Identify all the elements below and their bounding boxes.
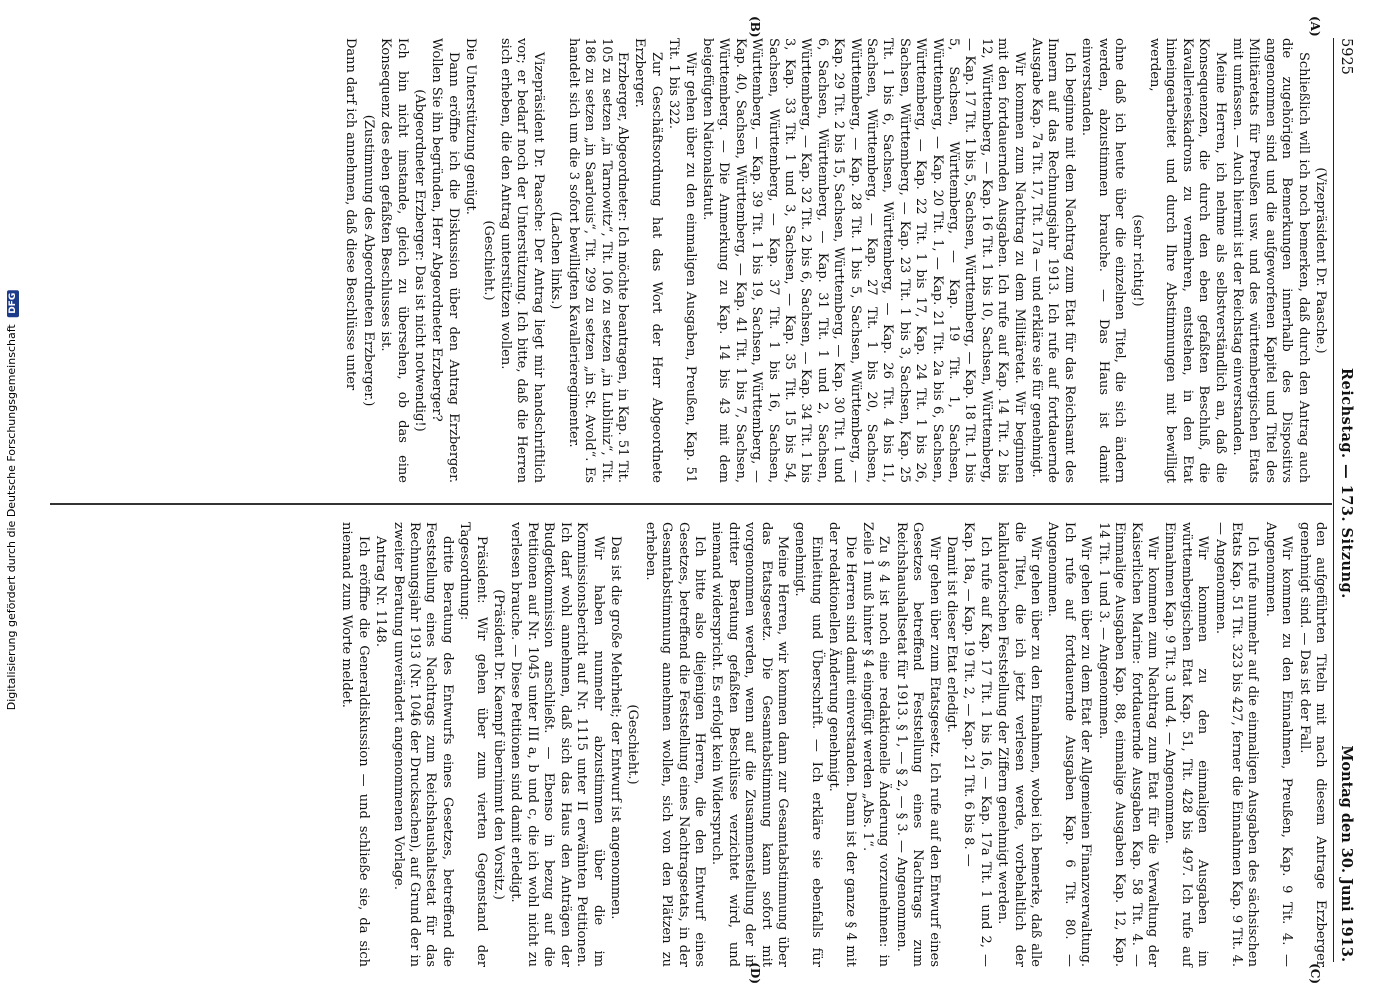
paragraph: Antrag Nr. 1148. xyxy=(372,536,388,648)
header-title: Reichstag. — 173. Sitzung. xyxy=(1337,368,1355,599)
paragraph: Wir gehen über zu den Einnahmen, wobei ich bemerke, daß alle die Titel, die ich jetzt verlesen werde, vorbehaltlich der kalkulatorischen Feststellung der Ziffern genehmigt werden. xyxy=(994,522,1043,967)
paragraph: Dann eröffne ich die Diskussion über den Antrag Erzberger. Wollen Sie ihn begründen, Herr Abgeordneter Erzberger? xyxy=(428,38,461,483)
header-date: Montag den 30. Juni 1913. xyxy=(1337,745,1355,962)
paragraph: Wir kommen zu den einmaligen Ausgaben im württembergischen Etat Kap. 51, Tit. 428 bis 497. Ich rufe auf Einnahmen Kap. 9 Tit. 3 und 4. — Angenommen. xyxy=(1161,522,1210,967)
paragraph: (Geschieht.) xyxy=(480,220,496,301)
dfg-logo: DFG xyxy=(7,290,19,317)
paragraph: Zu § 4 ist noch eine redaktionelle Änderung vorzunehmen: in Zeile 1 muß hinter § 4 eingefügt werden „Abs. 1“. xyxy=(859,522,891,967)
paragraph: Wir kommen zum Nachtrag zum Etat für die Verwaltung der Kaiserlichen Marine: fortdauernde Ausgaben Kap. 58 Tit. 4. — Einmalige Ausgaben Kap. 88, einmalige Ausgaben Kap. 12, Kap. 14 Tit. 1 und 3. — Angenommen. xyxy=(1095,522,1160,967)
paragraph: (Abgeordneter Erzberger: Das ist nicht notwendig!) xyxy=(411,89,427,432)
document-page xyxy=(28,16,1383,984)
paragraph: (Präsident Dr. Kaempf übernimmt den Vorsitz.) xyxy=(490,589,506,900)
paragraph: Wir kommen zum Nachtrag zu dem Militäretat. Wir beginnen mit den fortdauernden Ausgaben. Ich rufe auf Kap. 14 Tit. 2 bis 12, Württemberg, — Kap. 16 Tit. 1 bis 10, Sachsen, Württemberg, — Kap. 17 Tit. 1 bis 5, Sachsen, Württemberg, — Kap. 18 Tit. 1 bis 5, Sachsen, Württemberg, — Kap. 19 Tit. 1, Sachsen, Württemberg, — Kap. 20 Tit. 1, — Kap. 21 Tit. 2a bis 6, Sachsen, Württemberg, — Kap. 22 Tit. 1 bis 17, Kap. 24 Tit. 1 bis 26, Sachsen, Württemberg, — Kap. 23 Tit. 1 bis 3, Sachsen, Kap. 25 Tit. 1 bis 6, Sachsen, Württemberg, — Kap. 26 Tit. 4 bis 11, Sachsen, Württemberg, — Kap. 27 Tit. 1 bis 20, Sachsen, Württemberg, — Kap. 28 Tit. 1 bis 5, Sachsen, Württemberg, — Kap. 29 Tit. 2 bis 15, Sachsen, Württemberg, — Kap. 30 Tit. 1 und 6, Sachsen, Württemberg, — Kap. 31 Tit. 1 und 2, Sachsen, Württemberg, — Kap. 32 Tit. 2 bis 6, Sachsen, — Kap. 34 Tit. 1 bis 3, Kap. 33 Tit. 1 und 3, Sachsen, — Kap. 35 Tit. 15 bis 54, Sachsen, Württemberg, — Kap. 37 Tit. 1 bis 16, Sachsen, Württemberg, — Kap. 39 Tit. 1 bis 19, Sachsen, Württemberg, — Kap. 40, Sachsen, Württemberg, — Kap. 41 Tit. 1 bis 7, Sachsen, Württemberg. — Die Anmerkung zu Kap. 14 bis 43 mit dem beigefügten Nationalstatut. xyxy=(699,38,1027,483)
sidebar xyxy=(0,0,24,1000)
paragraph: (Zustimmung des Abgeordneten Erzberger.) xyxy=(360,114,376,407)
paragraph: Wir gehen über zum Etatsgesetz. Ich rufe auf den Entwurf eines Gesetzes betreffend Feststellung eines Nachtrags zum Reichshaushaltsetat für 1913. § 1, — § 2, — § 3. — Angenommen. xyxy=(893,522,942,967)
paragraph: Ich beginne mit dem Nachtrag zum Etat für das Reichsamt des Innern auf das Rechnungsjahr 1913. Ich rufe auf fortdauernde Ausgabe Kap. 7a Tit. 17, Tit. 17a — und erkläre sie für genehmigt. xyxy=(1028,38,1077,483)
paragraph: dritte Beratung des Entwurfs eines Gesetzes, betreffend die Feststellung eines Nachtrags zum Reichshaushaltsetat für das Rechnungsjahr 1913 (Nr. 1046 der Drucksachen), auf Grund der in zweiter Beratung unverändert angenommenen Vorlage. xyxy=(390,522,455,967)
margin-mark-d: (D) xyxy=(747,962,762,984)
rotated-content xyxy=(50,16,1362,984)
paragraph: Damit ist dieser Etat erledigt. xyxy=(943,536,959,733)
paragraph: Schließlich will ich noch bemerken, daß durch den Antrag auch die zugehörigen Bemerkungen innerhalb des Dispositivs angenommen sind und die aufgeworfenen Kapitel und Titel des Militäretats für Preußen usw. und des württembergischen Etats mit umfassen. — Auch hiermit ist der Reichstag einverstanden. xyxy=(1229,38,1311,483)
paragraph: Ich bin nicht imstande, gleich zu übersehen, ob das eine Konsequenz des eben gefaßten Beschlusses ist. xyxy=(377,38,410,483)
paragraph: Einleitung und Überschrift. — Ich erkläre sie ebenfalls für genehmigt. xyxy=(791,522,824,967)
paragraph: Ich bitte also diejenigen Herren, die den Entwurf eines Gesetzes, betreffend die Feststellung eines Nachtragsetats, in der Gesamtabstimmung annehmen wollen, sich von den Plätzen zu erheben. xyxy=(642,522,707,967)
paragraph: (Lachen links.) xyxy=(547,211,563,310)
margin-mark-b: (B) xyxy=(747,16,762,38)
paragraph: Ich rufe nunmehr auf die einmaligen Ausgaben des sächsischen Etats Kap. 51 Tit. 323 bis 427, ferner die Einnahmen Kap. 9 Tit. 4. — Angenommen. xyxy=(1212,522,1260,967)
paragraph: Vizepräsident Dr. Paasche: Der Antrag liegt mir handschriftlich vor; er bedarf noch der Unterstützung. Ich bitte, daß die Herren sich erheben, die den Antrag unterstützen wollen. xyxy=(497,38,546,483)
paragraph: Ich eröffne die Generaldiskussion — und schließe sie, da sich niemand zum Worte meldet. xyxy=(338,522,371,967)
paragraph: Wir haben nunmehr abzustimmen über die im Kommissionsbericht auf Nr. 1115 unter II erwähnten Petitionen. Ich darf wohl annehmen, daß sich das Haus den Anträgen der Budgetkommission anschließt. — Ebenso in bezug auf die Petitionen auf Nr. 1045 unter III a, b und c, die ich wohl nicht zu verlesen brauche. — Diese Petitionen sind damit erledigt. xyxy=(508,522,606,967)
paragraph: Ich rufe auf Kap. 17 Tit. 1 bis 16, — Kap. 17a Tit. 1 und 2, — Kap. 18a, — Kap. 19 Tit. 2, — Kap. 21 Tit. 6 bis 8. — xyxy=(960,522,993,967)
column-divider xyxy=(50,503,1332,505)
paragraph: ohne daß ich heute über die einzelnen Titel, die sich ändern werden, abzustimmen brauche. — Das Haus ist damit einverstanden. xyxy=(1078,38,1127,483)
right-column xyxy=(50,522,1328,967)
dfg-note-text: Digitalisierung gefördert durch die Deutsche Forschungsgemeinschaft xyxy=(5,324,18,711)
paragraph: Meine Herren, wir kommen dann zur Gesamtabstimmung über das Etatsgesetz. Die Gesamtabstimmung kann sofort mit vorgenommen werden, wenn auf die Zusammenstellung der in dritter Beratung gefaßten Beschlüsse verzichtet wird, und niemand widerspricht. Es erfolgt kein Widerspruch. xyxy=(708,522,790,967)
paragraph: Wir gehen über zu den einmaligen Ausgaben, Preußen, Kap. 51 Tit. 1 bis 322. xyxy=(665,38,698,483)
page-number: 5925 xyxy=(1337,38,1354,75)
left-column xyxy=(50,38,1328,483)
paragraph: Wir kommen zu den Einnahmen, Preußen, Kap. 9 Tit. 4. — Angenommen. xyxy=(1262,522,1294,967)
page-header xyxy=(1333,38,1362,962)
margin-mark-a: (A) xyxy=(1307,16,1322,37)
sidebar-note xyxy=(5,290,19,710)
paragraph: den aufgeführten Titeln mit nach diesem Antrage Erzberger genehmigt sind. — Das ist der Fall. xyxy=(1296,522,1328,967)
paragraph: Präsident: Wir gehen über zum vierten Gegenstand der Tagesordnung: xyxy=(456,522,489,967)
paragraph: Wir gehen über zu dem Etat der Allgemeinen Finanzverwaltung. Ich rufe auf fortdauernde Ausgaben Kap. 6 Tit. 80. — Angenommen. xyxy=(1045,522,1093,967)
paragraph: (Vizepräsident Dr. Paasche.) xyxy=(1312,167,1328,354)
paragraph: Erzberger, Abgeordneter: Ich möchte beantragen, in Kap. 51 Tit. 105 zu setzen „in Tarnowitz“, Tit. 106 zu setzen „in Lubliniz“, Tit. 186 zu setzen „in Saarlouis“, Tit. 299 zu setzen „in St. Avold“. Es handelt sich um die 3 sofort bewilligten Kavallerieregimenter. xyxy=(565,38,630,483)
paragraph: Dann darf ich annehmen, daß diese Beschlüsse unter xyxy=(342,38,358,391)
paragraph: (sehr richtig!) xyxy=(1129,214,1145,307)
paragraph: Das ist die große Mehrheit; der Entwurf ist angenommen. xyxy=(607,536,623,920)
paragraph: Zur Geschäftsordnung hat das Wort der Herr Abgeordnete Erzberger. xyxy=(631,38,664,483)
paragraph: Meine Herren, ich nehme als selbstverständlich an, daß die Konsequenzen, die durch den eben gefaßten Beschluß, die Kavallerieeskadrons zu vermehren, entstehen, in den Etat hineingearbeitet und durch Ihre Abstimmungen mit bewilligt werden, xyxy=(1146,38,1228,483)
paragraph: (Geschieht.) xyxy=(624,704,640,785)
paragraph: Die Unterstützung genügt. xyxy=(462,38,478,215)
margin-mark-c: (C) xyxy=(1307,963,1322,984)
paragraph: Die Herren sind damit einverstanden. Dann ist der ganze § 4 mit der redaktionellen Änderung genehmigt. xyxy=(825,522,858,967)
